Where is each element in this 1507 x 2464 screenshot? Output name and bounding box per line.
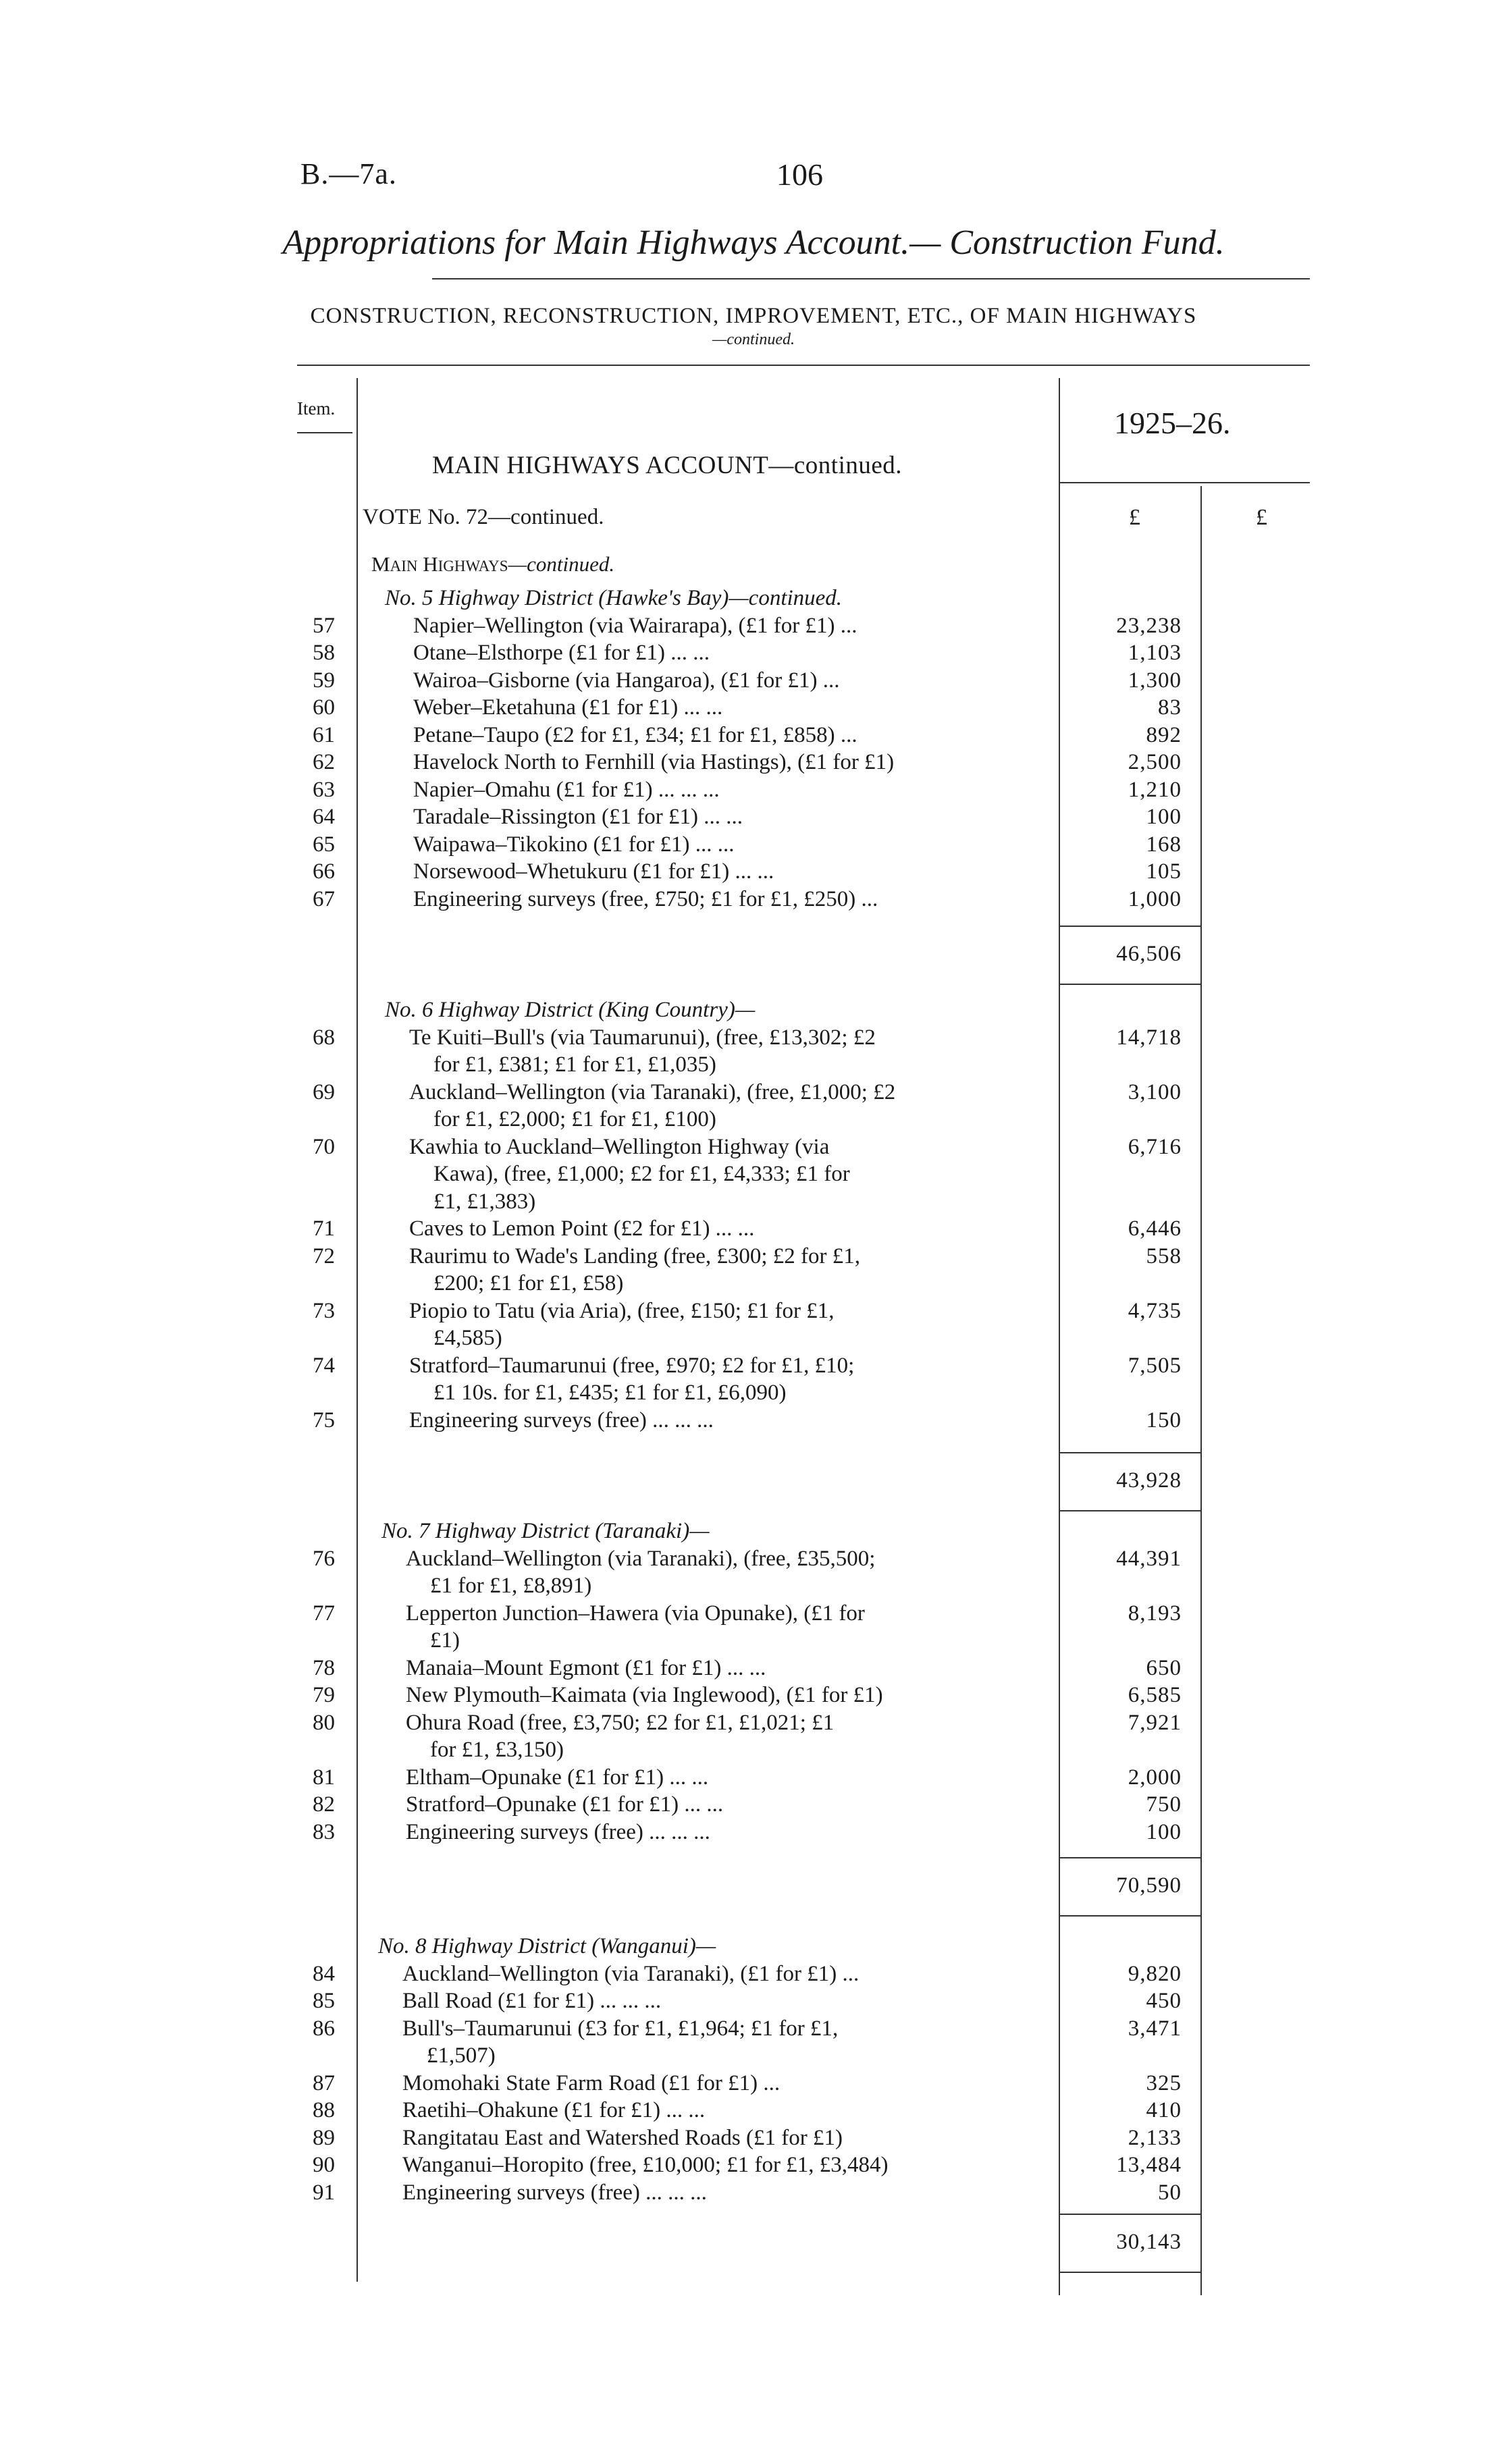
- item-number: 73: [313, 1298, 335, 1323]
- item-amount: 1,210: [1128, 777, 1182, 802]
- item-amount: 750: [1146, 1792, 1182, 1817]
- item-description: Manaia–Mount Egmont (£1 for £1) ... ...: [406, 1655, 766, 1680]
- district-subtotal: 70,590: [1116, 1873, 1182, 1898]
- year-column-header: 1925–26.: [1114, 406, 1231, 440]
- item-number: 57: [313, 613, 335, 638]
- item-amount: 2,500: [1128, 750, 1182, 774]
- item-amount: 7,505: [1128, 1353, 1182, 1378]
- item-amount: 23,238: [1116, 613, 1182, 638]
- section-continued: —continued.: [712, 331, 795, 348]
- item-description: Piopio to Tatu (via Aria), (free, £150; £1 for £1,: [409, 1298, 835, 1323]
- item-description: Wanganui–Horopito (free, £10,000; £1 for £1, £3,484): [402, 2153, 889, 2177]
- item-amount: 1,103: [1128, 641, 1182, 665]
- item-description: £1 10s. for £1, £435; £1 for £1, £6,090): [433, 1381, 787, 1405]
- item-number: 84: [313, 1961, 335, 1986]
- page-title: Appropriations for Main Highways Account.— Construction Fund.: [282, 223, 1225, 262]
- item-description: £1, £1,383): [433, 1189, 536, 1214]
- item-number: 63: [313, 777, 335, 802]
- item-number: 89: [313, 2125, 335, 2150]
- district-subtotal: 46,506: [1116, 942, 1182, 966]
- item-description: Auckland–Wellington (via Taranaki), (free, £35,500;: [406, 1546, 876, 1571]
- item-amount: 6,716: [1128, 1134, 1182, 1159]
- item-description: Caves to Lemon Point (£2 for £1) ... ...: [409, 1216, 755, 1241]
- item-number: 88: [313, 2098, 335, 2122]
- item-number: 79: [313, 1683, 335, 1707]
- item-amount: 100: [1146, 805, 1182, 829]
- item-header-underline: [297, 432, 352, 433]
- item-description: Rangitatau East and Watershed Roads (£1 for £1): [402, 2125, 843, 2150]
- subhead-main-highways: MAIN HIGHWAYS—continued.: [371, 552, 615, 576]
- item-amount: 13,484: [1116, 2153, 1182, 2177]
- item-number: 82: [313, 1792, 335, 1817]
- item-description: Waipawa–Tikokino (£1 for £1) ... ...: [413, 832, 735, 857]
- item-number: 87: [313, 2070, 335, 2095]
- subtotal-bottom-rule: [1060, 1915, 1202, 1917]
- item-amount: 325: [1146, 2070, 1182, 2095]
- item-amount: 650: [1146, 1655, 1182, 1680]
- item-amount: 14,718: [1116, 1025, 1182, 1050]
- item-number: 65: [313, 832, 335, 857]
- item-amount: 6,446: [1128, 1216, 1182, 1241]
- item-description: £1): [430, 1628, 460, 1653]
- year-header-rule: [1060, 482, 1310, 483]
- item-amount: 9,820: [1128, 1961, 1182, 1986]
- item-description: Napier–Wellington (via Wairarapa), (£1 for £1) ...: [413, 613, 857, 638]
- item-amount: 100: [1146, 1819, 1182, 1844]
- item-number: 90: [313, 2153, 335, 2177]
- subtotal-rule: [1060, 2214, 1202, 2215]
- document-code: B.—7a.: [300, 157, 397, 190]
- item-description: Havelock North to Fernhill (via Hastings), (£1 for £1): [413, 750, 895, 774]
- item-number: 60: [313, 695, 335, 720]
- pound-header-col1: £: [1129, 505, 1140, 530]
- amount-column-left-rule: [1059, 378, 1060, 2295]
- item-number: 69: [313, 1079, 335, 1104]
- item-number: 59: [313, 668, 335, 693]
- item-description: Raurimu to Wade's Landing (free, £300; £2 for £1,: [409, 1243, 861, 1268]
- item-amount: 44,391: [1116, 1546, 1182, 1571]
- item-amount: 558: [1146, 1243, 1182, 1268]
- district-heading: No. 5 Highway District (Hawke's Bay)—continued.: [385, 586, 843, 610]
- item-number: 81: [313, 1765, 335, 1790]
- subtotal-rule: [1060, 1452, 1202, 1453]
- pound-header-col2: £: [1256, 505, 1267, 530]
- item-description: Te Kuiti–Bull's (via Taumarunui), (free, £13,302; £2: [409, 1025, 876, 1050]
- item-number: 86: [313, 2016, 335, 2041]
- item-description: Kawhia to Auckland–Wellington Highway (via: [409, 1134, 830, 1159]
- title-rule: [432, 278, 1310, 279]
- item-number: 71: [313, 1216, 335, 1241]
- item-description: Ball Road (£1 for £1) ... ... ...: [402, 1989, 662, 2013]
- item-amount: 105: [1146, 859, 1182, 884]
- item-amount: 2,133: [1128, 2125, 1182, 2150]
- item-description: Momohaki State Farm Road (£1 for £1) ...: [402, 2070, 781, 2095]
- item-description: Engineering surveys (free) ... ... ...: [406, 1819, 710, 1844]
- page-number: 106: [776, 157, 823, 192]
- item-amount: 410: [1146, 2098, 1182, 2122]
- item-amount: 50: [1158, 2180, 1182, 2205]
- item-column-divider: [356, 378, 358, 2282]
- item-amount: 7,921: [1128, 1710, 1182, 1735]
- item-description: £4,585): [433, 1326, 502, 1350]
- item-description: Bull's–Taumarunui (£3 for £1, £1,964; £1 for £1,: [402, 2016, 839, 2041]
- account-title: MAIN HIGHWAYS ACCOUNT—continued.: [432, 452, 903, 479]
- item-number: 76: [313, 1546, 335, 1571]
- item-amount: 3,100: [1128, 1079, 1182, 1104]
- district-heading: No. 8 Highway District (Wanganui)—: [378, 1934, 716, 1958]
- item-description: Stratford–Opunake (£1 for £1) ... ...: [406, 1792, 724, 1817]
- item-description: Stratford–Taumarunui (free, £970; £2 for £1, £10;: [409, 1353, 855, 1378]
- item-number: 78: [313, 1655, 335, 1680]
- item-number: 77: [313, 1601, 335, 1626]
- item-amount: 2,000: [1128, 1765, 1182, 1790]
- table-top-rule: [297, 365, 1310, 366]
- item-amount: 1,000: [1128, 886, 1182, 911]
- item-description: Kawa), (free, £1,000; £2 for £1, £4,333; £1 for: [433, 1162, 850, 1186]
- item-description: Engineering surveys (free) ... ... ...: [409, 1408, 714, 1432]
- item-amount: 83: [1158, 695, 1182, 720]
- item-description: Engineering surveys (free) ... ... ...: [402, 2180, 707, 2205]
- subtotal-bottom-rule: [1060, 1510, 1202, 1511]
- item-number: 68: [313, 1025, 335, 1050]
- section-title: CONSTRUCTION, RECONSTRUCTION, IMPROVEMENT, ETC., OF MAIN HIGHWAYS: [310, 304, 1197, 328]
- item-column-header: Item.: [297, 398, 336, 419]
- item-amount: 450: [1146, 1989, 1182, 2013]
- item-description: Wairoa–Gisborne (via Hangaroa), (£1 for £1) ...: [413, 668, 840, 693]
- item-number: 64: [313, 805, 335, 829]
- subtotal-rule: [1060, 1857, 1202, 1858]
- item-amount: 892: [1146, 722, 1182, 747]
- item-description: Eltham–Opunake (£1 for £1) ... ...: [406, 1765, 709, 1790]
- item-number: 58: [313, 641, 335, 665]
- subtotal-bottom-rule: [1060, 984, 1202, 985]
- district-subtotal: 30,143: [1116, 2230, 1182, 2254]
- item-amount: 1,300: [1128, 668, 1182, 693]
- item-description: Norsewood–Whetukuru (£1 for £1) ... ...: [413, 859, 774, 884]
- district-heading: No. 6 Highway District (King Country)—: [385, 998, 756, 1022]
- item-description: for £1, £3,150): [430, 1738, 564, 1762]
- item-description: £1,507): [427, 2043, 496, 2068]
- item-amount: 8,193: [1128, 1601, 1182, 1626]
- item-description: Taradale–Rissington (£1 for £1) ... ...: [413, 805, 743, 829]
- vote-line: VOTE No. 72—continued.: [363, 505, 604, 529]
- subtotal-rule: [1060, 926, 1202, 927]
- item-number: 72: [313, 1243, 335, 1268]
- item-number: 74: [313, 1353, 335, 1378]
- item-description: Raetihi–Ohakune (£1 for £1) ... ...: [402, 2098, 706, 2122]
- item-description: Engineering surveys (free, £750; £1 for £1, £250) ...: [413, 886, 878, 911]
- item-number: 66: [313, 859, 335, 884]
- item-number: 91: [313, 2180, 335, 2205]
- district-heading: No. 7 Highway District (Taranaki)—: [381, 1519, 710, 1543]
- item-description: New Plymouth–Kaimata (via Inglewood), (£1 for £1): [406, 1683, 883, 1707]
- item-amount: 150: [1146, 1408, 1182, 1432]
- item-description: Napier–Omahu (£1 for £1) ... ... ...: [413, 777, 720, 802]
- item-description: Ohura Road (free, £3,750; £2 for £1, £1,021; £1: [406, 1710, 835, 1735]
- item-description: Auckland–Wellington (via Taranaki), (£1 for £1) ...: [402, 1961, 860, 1986]
- item-number: 67: [313, 886, 335, 911]
- district-subtotal: 43,928: [1116, 1468, 1182, 1493]
- item-amount: 6,585: [1128, 1683, 1182, 1707]
- item-number: 85: [313, 1989, 335, 2013]
- item-number: 80: [313, 1710, 335, 1735]
- item-amount: 3,471: [1128, 2016, 1182, 2041]
- item-amount: 4,735: [1128, 1298, 1182, 1323]
- item-description: Otane–Elsthorpe (£1 for £1) ... ...: [413, 641, 710, 665]
- item-description: for £1, £381; £1 for £1, £1,035): [433, 1052, 716, 1077]
- item-description: Petane–Taupo (£2 for £1, £34; £1 for £1, £858) ...: [413, 722, 857, 747]
- item-amount: 168: [1146, 832, 1182, 857]
- amount-column-right-rule: [1200, 486, 1202, 2295]
- item-number: 75: [313, 1408, 335, 1432]
- subtotal-bottom-rule: [1060, 2272, 1202, 2273]
- item-number: 70: [313, 1134, 335, 1159]
- item-description: £200; £1 for £1, £58): [433, 1271, 624, 1295]
- item-number: 83: [313, 1819, 335, 1844]
- item-description: £1 for £1, £8,891): [430, 1574, 592, 1598]
- item-number: 61: [313, 722, 335, 747]
- item-description: Lepperton Junction–Hawera (via Opunake), (£1 for: [406, 1601, 865, 1626]
- item-description: Weber–Eketahuna (£1 for £1) ... ...: [413, 695, 723, 720]
- item-description: for £1, £2,000; £1 for £1, £100): [433, 1107, 716, 1131]
- item-description: Auckland–Wellington (via Taranaki), (free, £1,000; £2: [409, 1079, 896, 1104]
- item-number: 62: [313, 750, 335, 774]
